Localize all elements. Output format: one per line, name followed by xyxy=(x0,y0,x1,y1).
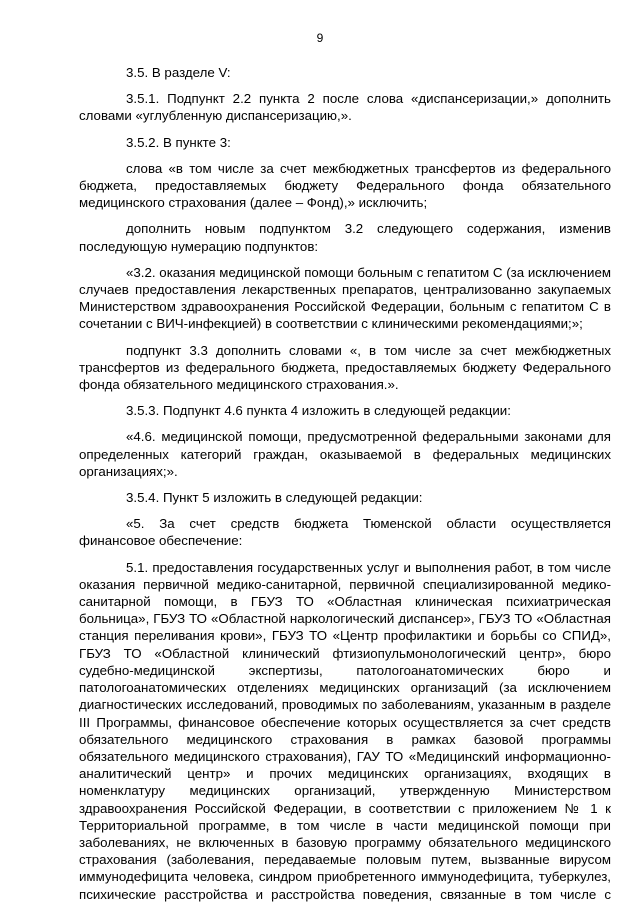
paragraph-exclude-words: слова «в том числе за счет межбюджетных трансфертов из федерального бюджета, предоставляемых бюджету Федерального фонда обязательного медицинского страхования (далее – Фонд),» исключить; xyxy=(79,160,611,211)
paragraph-subpoint-5-1: 5.1. предоставления государственных услуг и выполнения работ, в том числе оказания первичной медико-санитарной, первичной специализированной медико-санитарной помощи, в ГБУЗ ТО «Областная клиническая психиатрическая больница», ГБУЗ ТО «Областной наркологический диспансер», ГБУЗ ТО «Областная станция переливания крови», ГБУЗ ТО «Центр профилактики и борьбы со СПИД», ГБУЗ ТО «Областной клинический фтизиопульмонологический центр», бюро судебно-медицинской экспертизы, патологоанатомических бюро и патологоанатомических отделениях медицинских организаций (за исключением диагностических исследований, проводимых по заболеваниям, указанным в разделе III Программы, финансовое обеспечение которых осуществляется за счет средств обязательного медицинского страхования в рамках базовой программы обязательного медицинского страхования), ГАУ ТО «Медицинский информационно-аналитический центр» и прочих медицинских организациях, входящих в номенклатуру медицинских организаций, утвержденную Министерством здравоохранения Российской Федерации, в соответствии с приложением № 1 к Территориальной программе, в том числе в части медицинской помощи при заболеваниях, не включенных в базовую программу обязательного медицинского страхования (заболевания, передаваемые половым путем, вызванные вирусом иммунодефицита человека, синдром приобретенного иммунодефицита, туберкулез, психические расстройства и расстройства поведения, связанные в том числе с xyxy=(79,559,611,902)
paragraph-3-5-2: 3.5.2. В пункте 3: xyxy=(126,134,231,150)
paragraph-subpoint-4-6: «4.6. медицинской помощи, предусмотренной федеральными законами для определенных категорий граждан, оказываемой в федеральных медицинских организациях;». xyxy=(79,429,611,479)
paragraph-point-5: «5. За счет средств бюджета Тюменской области осуществляется финансовое обеспечение: xyxy=(79,516,611,549)
paragraph-subpoint-3-2: «3.2. оказания медицинской помощи больным с гепатитом С (за исключением случаев предоставления лекарственных препаратов, централизованно закупаемых Министерством здравоохранения Российской Федерации, больным с гепатитом С в сочетании с ВИЧ-инфекцией) в соответствии с клиническими рекомендациями;»; xyxy=(79,264,611,332)
paragraph-section-3-5: 3.5. В разделе V: xyxy=(126,65,231,80)
paragraph-3-5-3: 3.5.3. Подпункт 4.6 пункта 4 изложить в следующей редакции: xyxy=(126,403,511,419)
paragraph-add-subpoint: дополнить новым подпунктом 3.2 следующего содержания, изменив последующую нумерацию подпунктов: xyxy=(79,221,611,254)
paragraph-subpoint-3-3: подпункт 3.3 дополнить словами «, в том числе за счет межбюджетных трансфертов из федерального бюджета, предоставляемых бюджету Федерального фонда обязательного медицинского страхования.». xyxy=(79,342,611,393)
paragraph-3-5-4: 3.5.4. Пункт 5 изложить в следующей редакции: xyxy=(126,490,423,506)
page-number: 9 xyxy=(316,31,324,45)
document-body xyxy=(79,64,611,903)
paragraph-3-5-1: 3.5.1. Подпункт 2.2 пункта 2 после слова «диспансеризации,» дополнить словами «углубленную диспансеризацию,». xyxy=(79,91,611,124)
